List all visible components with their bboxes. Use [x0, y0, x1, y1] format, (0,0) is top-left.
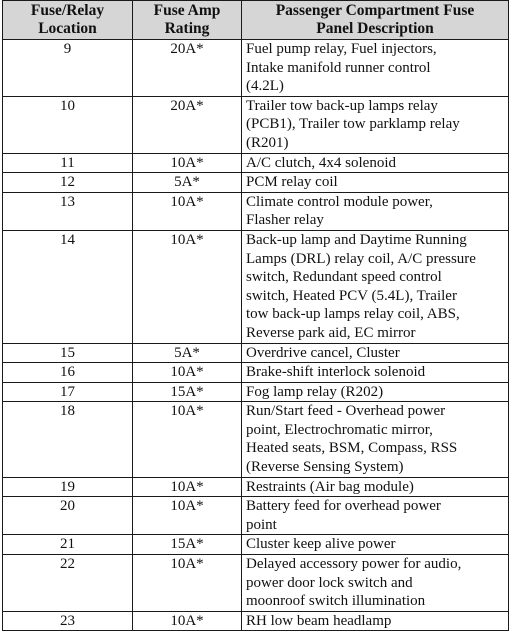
table-row	[3, 402, 509, 477]
fuse-amp-rating-cell: 10A*	[133, 230, 242, 343]
fuse-description-cell	[242, 40, 509, 97]
table-row	[3, 173, 509, 193]
fuse-amp-rating-cell: 10A*	[133, 497, 242, 535]
fuse-description-cell	[242, 173, 509, 193]
fuse-relay-table	[2, 0, 509, 631]
table-row	[3, 230, 509, 343]
description-line: switch, Heated PCV (5.4L), Trailer	[246, 287, 457, 304]
fuse-description-cell	[242, 477, 509, 497]
fuse-location-cell: 17	[3, 382, 133, 402]
header-location-line: Fuse/Relay	[30, 2, 105, 19]
fuse-location-cell: 22	[3, 555, 133, 612]
description-line: Intake manifold runner control	[246, 59, 431, 76]
fuse-description-cell	[242, 611, 509, 631]
description-line: moonroof switch illumination	[246, 593, 426, 610]
table-header	[3, 1, 509, 40]
fuse-location-cell: 14	[3, 230, 133, 343]
fuse-location-cell: 15	[3, 343, 133, 363]
fuse-location-cell: 10	[3, 96, 133, 153]
header-location	[3, 1, 133, 40]
description-line: Battery feed for overhead power	[246, 498, 441, 515]
table-row	[3, 497, 509, 535]
fuse-amp-rating-cell: 20A*	[133, 96, 242, 153]
table-row	[3, 96, 509, 153]
description-line: (4.2L)	[246, 78, 284, 95]
fuse-description-cell	[242, 497, 509, 535]
header-location-line: Location	[38, 20, 97, 37]
table-row	[3, 192, 509, 230]
fuse-description-cell	[242, 192, 509, 230]
table-row	[3, 611, 509, 631]
header-description-line: Passenger Compartment Fuse	[275, 2, 475, 19]
fuse-description-cell	[242, 153, 509, 173]
fuse-amp-rating-cell: 15A*	[133, 382, 242, 402]
fuse-description-cell	[242, 230, 509, 343]
fuse-location-cell: 18	[3, 402, 133, 477]
fuse-location-cell: 13	[3, 192, 133, 230]
description-line: Heated seats, BSM, Compass, RSS	[246, 440, 458, 457]
fuse-amp-rating-cell: 15A*	[133, 535, 242, 555]
description-line: Flasher relay	[246, 212, 324, 229]
description-line: Reverse park aid, EC mirror	[246, 324, 416, 341]
description-line: (PCB1), Trailer tow parklamp relay	[246, 116, 460, 133]
table-row	[3, 343, 509, 363]
description-line: Overdrive cancel, Cluster	[246, 344, 400, 361]
description-line: point, Electrochromatic mirror,	[246, 421, 433, 438]
fuse-amp-rating-cell: 10A*	[133, 153, 242, 173]
table-row	[3, 40, 509, 97]
header-description-line: Panel Description	[316, 20, 434, 37]
table-row	[3, 477, 509, 497]
fuse-location-cell: 11	[3, 153, 133, 173]
fuse-location-cell: 21	[3, 535, 133, 555]
fuse-amp-rating-cell: 10A*	[133, 555, 242, 612]
table-row	[3, 363, 509, 383]
fuse-amp-rating-cell: 10A*	[133, 611, 242, 631]
fuse-amp-rating-cell: 5A*	[133, 173, 242, 193]
description-line: Restraints (Air bag module)	[246, 478, 414, 495]
header-description	[242, 1, 509, 40]
fuse-description-cell	[242, 402, 509, 477]
description-line: Climate control module power,	[246, 193, 433, 210]
fuse-description-cell	[242, 555, 509, 612]
fuse-amp-rating-cell: 10A*	[133, 477, 242, 497]
fuse-description-cell	[242, 382, 509, 402]
description-line: Run/Start feed - Overhead power	[246, 403, 446, 420]
fuse-location-cell: 20	[3, 497, 133, 535]
description-line: (Reverse Sensing System)	[246, 459, 404, 476]
fuse-description-cell	[242, 96, 509, 153]
header-rating	[133, 1, 242, 40]
fuse-description-cell	[242, 363, 509, 383]
table-row	[3, 555, 509, 612]
fuse-amp-rating-cell: 5A*	[133, 343, 242, 363]
description-line: Fuel pump relay, Fuel injectors,	[246, 41, 437, 57]
table-row	[3, 153, 509, 173]
fuse-amp-rating-cell: 10A*	[133, 192, 242, 230]
header-row	[3, 1, 509, 40]
fuse-amp-rating-cell: 20A*	[133, 40, 242, 97]
fuse-location-cell: 12	[3, 173, 133, 193]
description-line: Trailer tow back-up lamps relay	[246, 97, 438, 114]
description-line: Fog lamp relay (R202)	[246, 383, 384, 400]
fuse-location-cell: 9	[3, 40, 133, 97]
fuse-location-cell: 19	[3, 477, 133, 497]
description-line: Cluster keep alive power	[246, 536, 396, 553]
fuse-description-cell	[242, 535, 509, 555]
description-line: RH low beam headlamp	[246, 612, 392, 629]
fuse-description-cell	[242, 343, 509, 363]
description-line: point	[246, 516, 277, 533]
header-rating-line: Rating	[164, 20, 210, 37]
fuse-location-cell: 16	[3, 363, 133, 383]
description-line: (R201)	[246, 134, 289, 151]
fuse-amp-rating-cell: 10A*	[133, 402, 242, 477]
table-row	[3, 382, 509, 402]
table-row	[3, 535, 509, 555]
description-line: Lamps (DRL) relay coil, A/C pressure	[246, 250, 476, 267]
description-line: Delayed accessory power for audio,	[246, 556, 462, 573]
fuse-amp-rating-cell: 10A*	[133, 363, 242, 383]
description-line: switch, Redundant speed control	[246, 269, 442, 286]
table-body	[3, 40, 509, 631]
description-line: tow back-up lamps relay coil, ABS,	[246, 306, 460, 323]
header-rating-line: Fuse Amp	[153, 2, 221, 19]
fuse-location-cell: 23	[3, 611, 133, 631]
description-line: Back-up lamp and Daytime Running	[246, 231, 467, 248]
description-line: A/C clutch, 4x4 solenoid	[246, 154, 396, 171]
description-line: Brake-shift interlock solenoid	[246, 364, 426, 381]
description-line: PCM relay coil	[246, 174, 338, 191]
description-line: power door lock switch and	[246, 574, 413, 591]
